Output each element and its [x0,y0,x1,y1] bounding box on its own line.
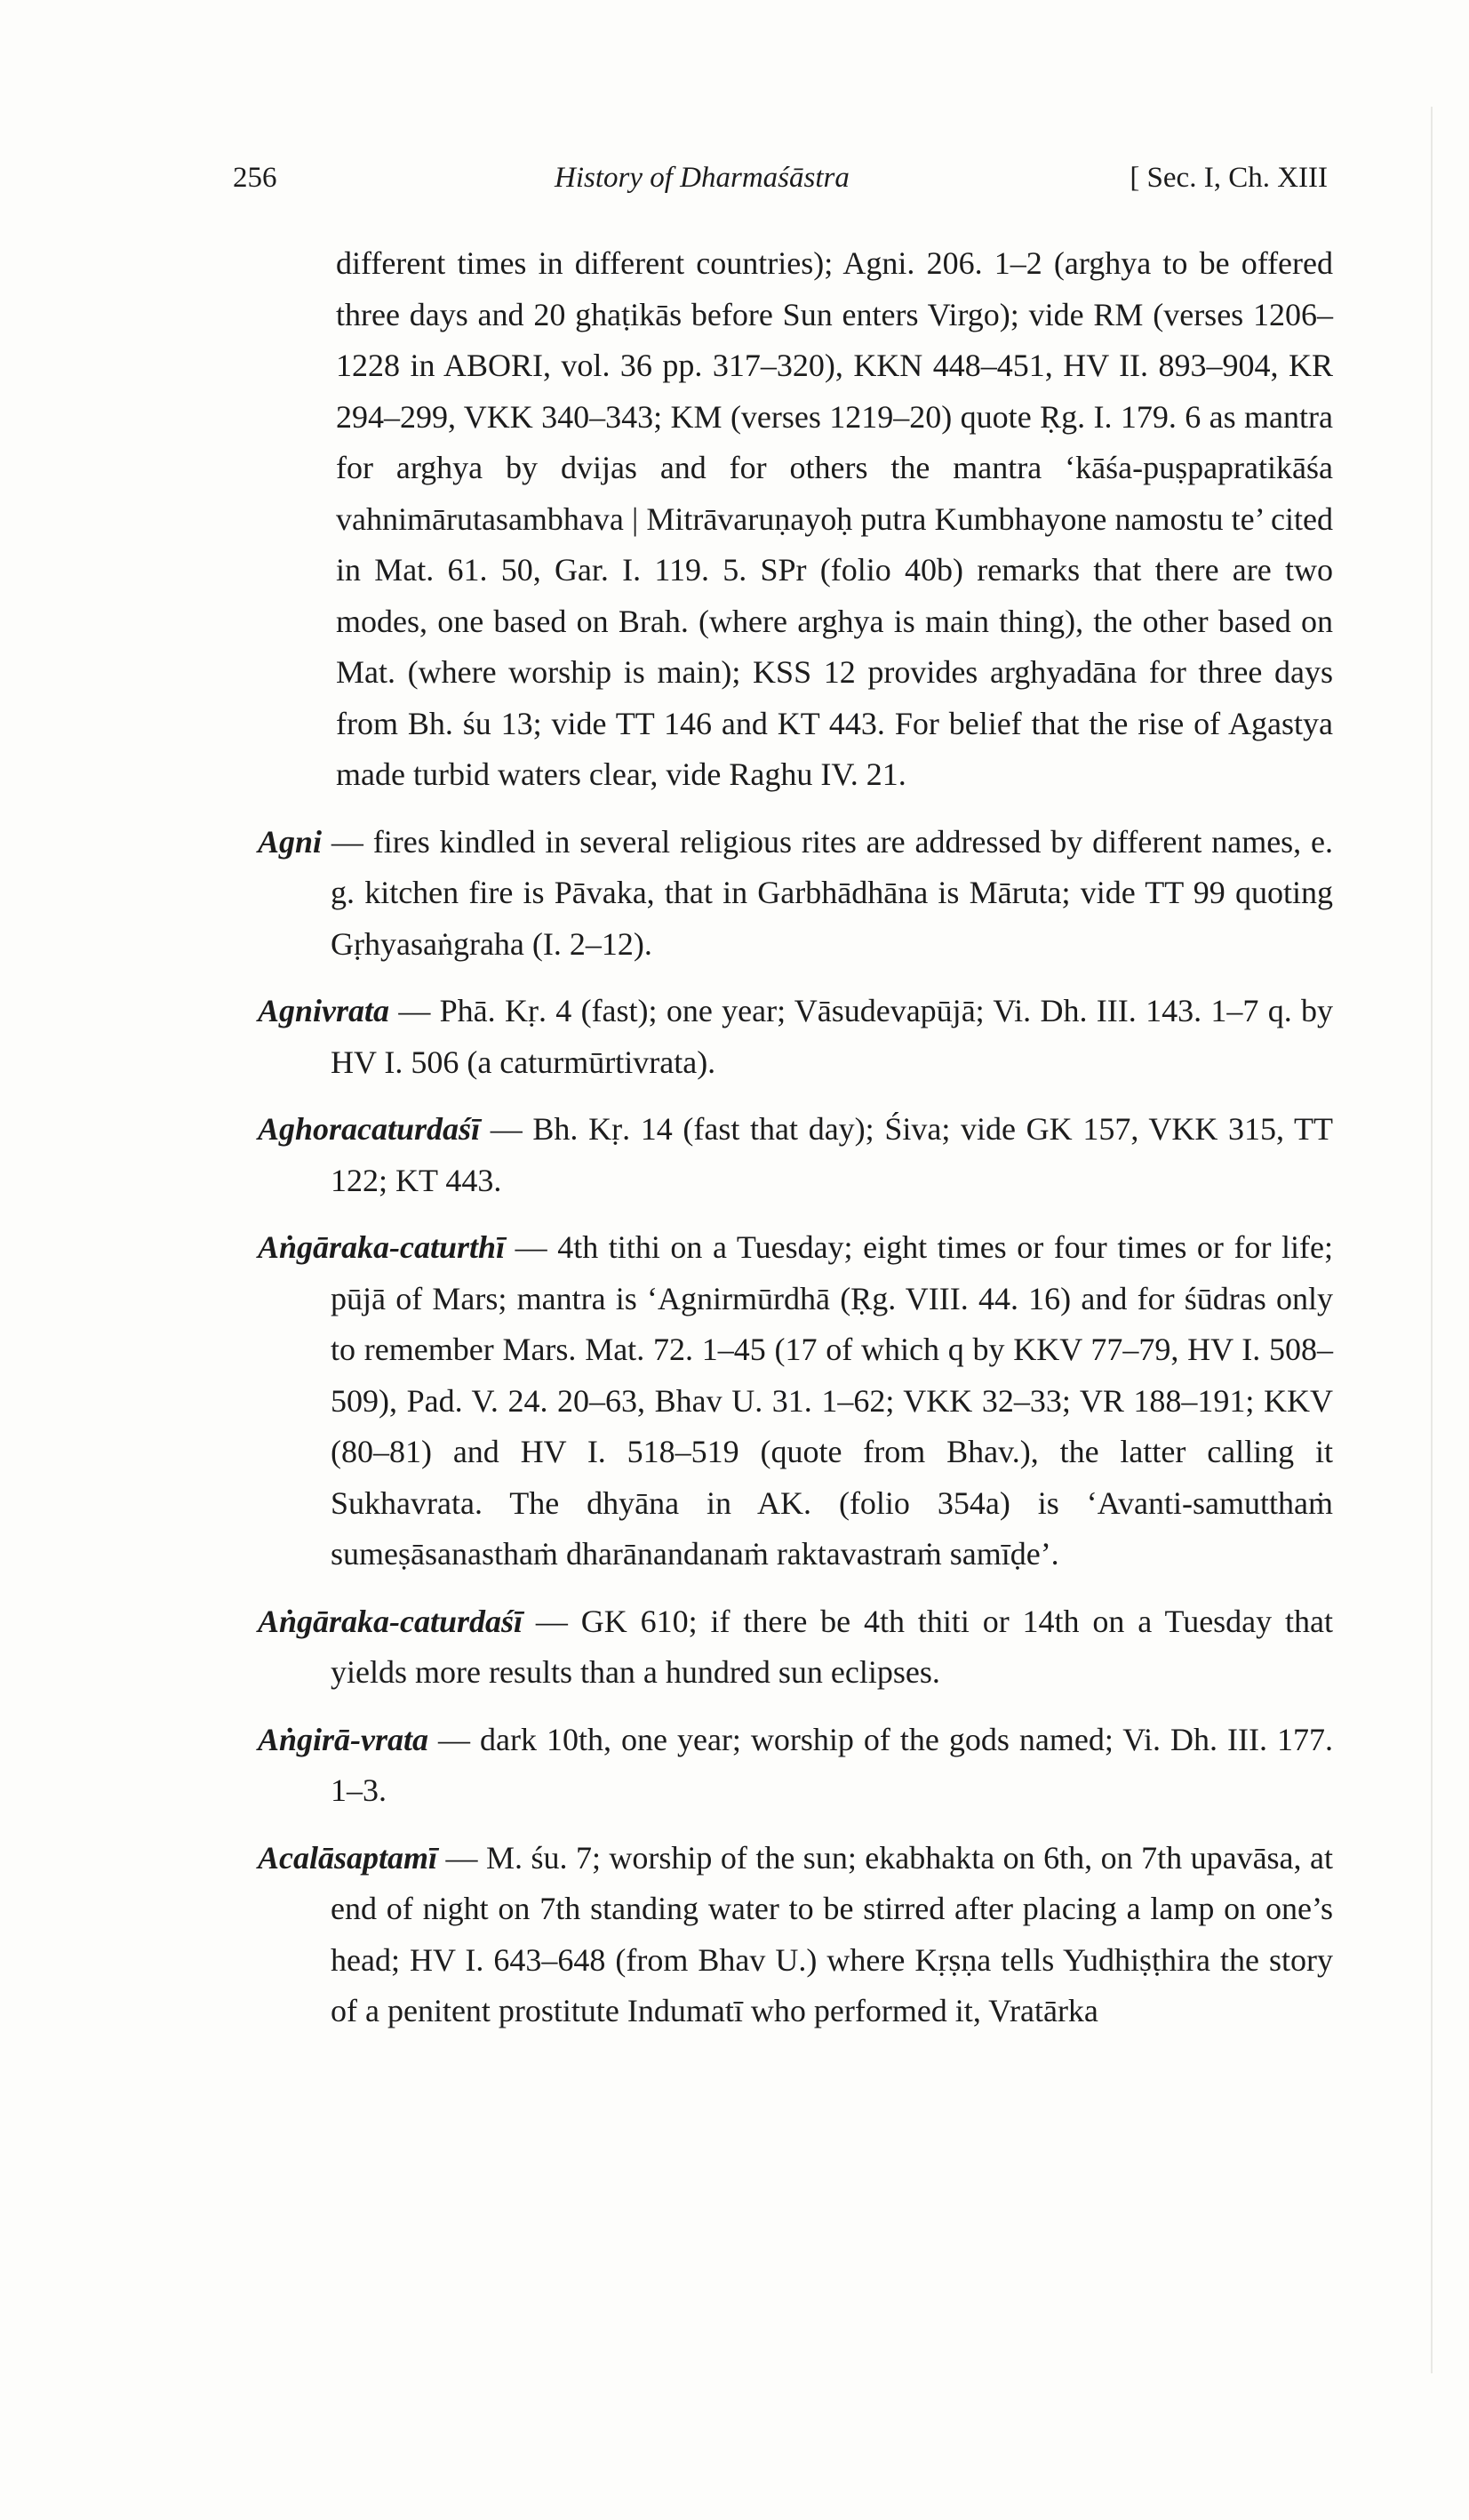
entry-aghoracaturdasi [258,1104,1333,1206]
entry-separator: — [322,823,373,860]
entry-text: Bh. Kṛ. 14 (fast that day); Śiva; vide GK 157, VKK 315, TT 122; KT 443. [331,1111,1334,1198]
entry-separator: — [505,1229,558,1265]
entry-separator: — [437,1839,486,1876]
entry-agni [258,817,1333,971]
page-body [258,238,1333,2037]
entry-separator: — [389,993,440,1028]
entry-angira-vrata [258,1715,1333,1817]
entry-separator: — [523,1603,581,1639]
entry-term: Agni [258,823,323,860]
entry-agnivrata [258,986,1333,1088]
running-title: History of Dharmaśāstra [555,162,850,194]
page-number: 256 [233,162,277,194]
entry-separator: — [480,1111,533,1147]
entry-separator: — [428,1721,481,1757]
entry-text: fires kindled in several religious rites are addressed by different names, e. g. kitchen fire is Pāvaka, that in Garbhādhāna is Māruta; vide TT 99 quoting Gṛhyasaṅgraha (I. 2–12). [331,823,1334,962]
entry-angaraka-caturdasi [258,1596,1333,1699]
entry-text: Phā. Kṛ. 4 (fast); one year; Vāsudevapūjā; Vi. Dh. III. 143. 1–7 q. by HV I. 506 (a caturmūrtivrata). [331,993,1334,1080]
page-edge-shadow [1431,107,1433,2373]
page-header [233,162,1335,206]
section-reference: [ Sec. I, Ch. XIII [1130,162,1328,194]
continued-entry-text: different times in different countries); Agni. 206. 1–2 (arghya to be offered three days and 20 ghaṭikās before Sun enters Virgo); vide RM (verses 1206–1228 in ABORI, vol. 36 pp. 317–320), KKN 448–451, HV II. 893–904, KR 294–299, VKK 340–343; KM (verses 1219–20) quote Ṛg. I. 179. 6 as mantra for arghya by dvijas and for others the mantra ‘kāśa-puṣpapratikāśa vahnimārutasambhava | Mitrāvaruṇayoḥ putra Kumbhayone namostu te’ cited in Mat. 61. 50, Gar. I. 119. 5. SPr (folio 40b) remarks that there are two modes, one based on Brah. (where arghya is main thing), the other based on Mat. (where worship is main); KSS 12 provides arghyadāna for three days from Bh. śu 13; vide TT 146 and KT 443. For belief that the rise of Agastya made turbid waters clear, vide Raghu IV. 21. [336,245,1333,792]
entry-text: GK 610; if there be 4th thiti or 14th on a Tuesday that yields more results than a hundred sun eclipses. [331,1603,1333,1690]
entry-angaraka-caturthi [258,1222,1333,1580]
entry-term: Aṅgirā-vrata [258,1721,429,1757]
entry-text: M. śu. 7; worship of the sun; ekabhakta on 6th, on 7th upavāsa, at end of night on 7th standing water to be stirred after placing a lamp on one’s head; HV I. 643–648 (from Bhav U.) where Kṛṣṇa tells Yudhiṣṭhira the story of a penitent prostitute Indumatī who performed it, Vratārka [331,1839,1333,2028]
entry-term: Aghoracaturdaśī [258,1111,481,1147]
entry-term: Aṅgāraka-caturdaśī [258,1603,523,1639]
entry-term: Agnivrata [258,993,390,1028]
entry-term: Acalāsaptamī [258,1839,438,1876]
entry-term: Aṅgāraka-caturthī [258,1229,506,1265]
entry-acalasaptami [258,1833,1333,2037]
entry-text: 4th tithi on a Tuesday; eight times or four times or for life; pūjā of Mars; mantra is ‘Agnirmūrdhā (Ṛg. VIII. 44. 16) and for śūdras only to remember Mars. Mat. 72. 1–45 (17 of which q by KKV 77–79, HV I. 508–509), Pad. V. 24. 20–63, Bhav U. 31. 1–62; VKK 32–33; VR 188–191; KKV (80–81) and HV I. 518–519 (quote from Bhav.), the latter calling it Sukhavrata. The dhyāna in AK. (folio 354a) is ‘Avanti-samutthaṁ sumeṣāsanasthaṁ dharānandanaṁ raktavastraṁ samīḍe’. [331,1229,1334,1572]
entry-text: dark 10th, one year; worship of the gods named; Vi. Dh. III. 177. 1–3. [331,1721,1334,1808]
